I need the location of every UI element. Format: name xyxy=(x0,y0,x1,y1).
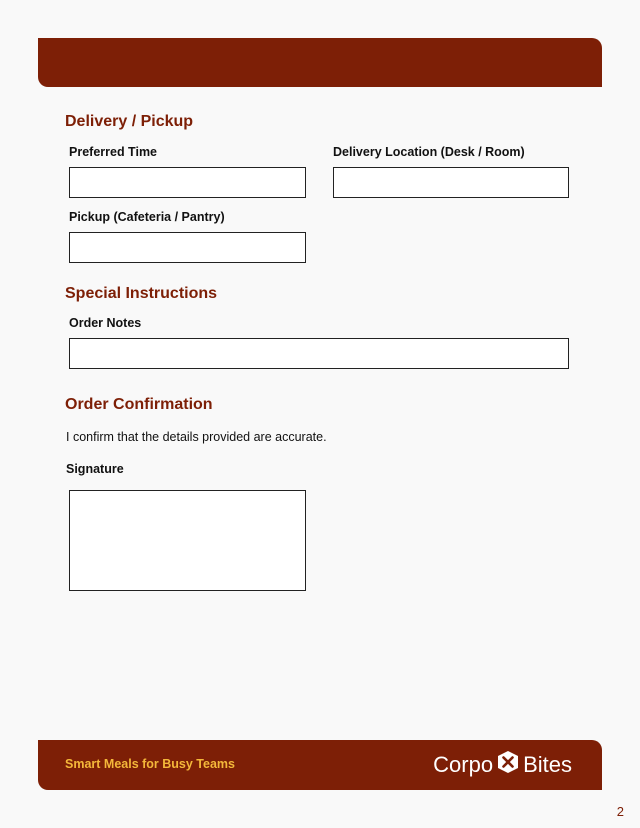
utensils-crossed-icon xyxy=(496,750,520,780)
pickup-label: Pickup (Cafeteria / Pantry) xyxy=(69,210,225,224)
order-notes-field[interactable] xyxy=(69,338,569,369)
preferred-time-label: Preferred Time xyxy=(69,145,158,159)
section-title-special-instructions: Special Instructions xyxy=(65,285,218,302)
footer-band xyxy=(38,740,602,790)
signature-label: Signature xyxy=(66,462,124,476)
confirmation-statement: I confirm that the details provided are accurate. xyxy=(66,430,327,444)
delivery-location-label: Delivery Location (Desk / Room) xyxy=(333,145,525,159)
preferred-time-field[interactable] xyxy=(69,167,306,198)
brand-logo xyxy=(433,751,572,779)
delivery-location-field[interactable] xyxy=(333,167,569,198)
section-title-order-confirmation: Order Confirmation xyxy=(65,396,213,413)
order-notes-label: Order Notes xyxy=(69,316,142,330)
logo-text-left: Corpo xyxy=(433,752,494,777)
section-title-delivery: Delivery / Pickup xyxy=(65,113,194,130)
footer-tagline: Smart Meals for Busy Teams xyxy=(65,757,235,771)
signature-field[interactable] xyxy=(69,490,306,591)
pickup-field[interactable] xyxy=(69,232,306,263)
page-number: 2 xyxy=(616,804,624,819)
header-band xyxy=(38,38,602,87)
logo-text-right: Bites xyxy=(523,752,572,777)
